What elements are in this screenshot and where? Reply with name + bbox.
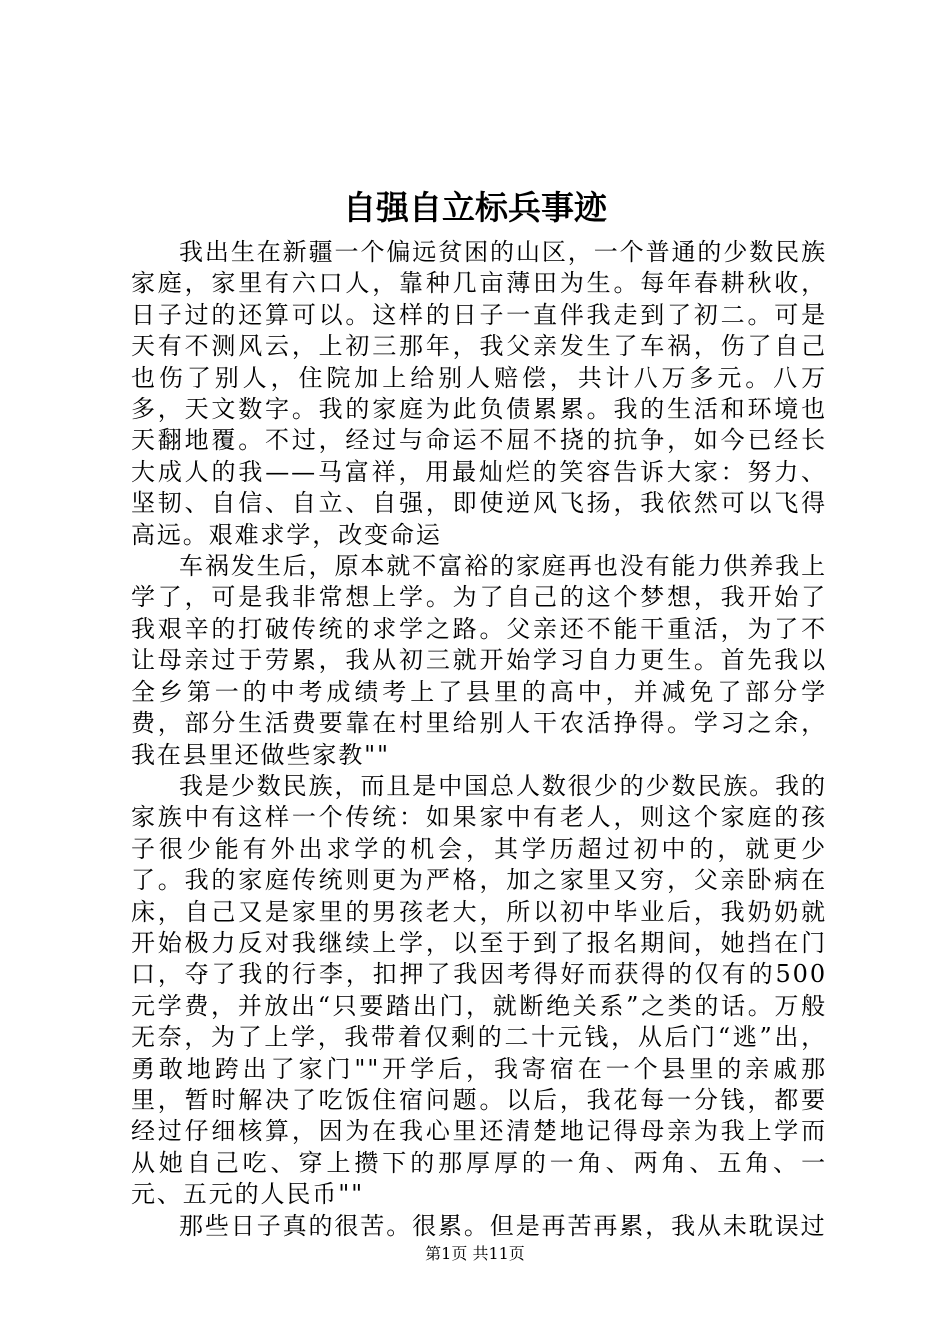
- paragraph-3: 我是少数民族，而且是中国总人数很少的少数民族。我的家族中有这样一个传统：如果家中有老人，则这个家庭的孩子很少能有外出求学的机会，其学历超过初中的，就更少了。我的家庭传统则更为严格，加之家里又穷，父亲卧病在床，自己又是家里的男孩老大，所以初中毕业后，我奶奶就开始极力反对我继续上学，以至于到了报名期间，她挡在门口，夺了我的行李，扣押了我因考得好而获得的仅有的500元学费，并放出“只要踏出门，就断绝关系”之类的话。万般无奈，为了上学，我带着仅剩的二十元钱，从后门“逃”出，勇敢地跨出了家门""开学后，我寄宿在一个县里的亲戚那里，暂时解决了吃饭住宿问题。以后，我花每一分钱，都要经过仔细核算，因为在我心里还清楚地记得母亲为我上学而从她自己吃、穿上攒下的那厚厚的一角、两角、五角、一元、五元的人民币"": [131, 771, 827, 1209]
- paragraph-2: 车祸发生后，原本就不富裕的家庭再也没有能力供养我上学了，可是我非常想上学。为了自己的这个梦想，我开始了我艰辛的打破传统的求学之路。父亲还不能干重活，为了不让母亲过于劳累，我从初三就开始学习自力更生。首先我以全乡第一的中考成绩考上了县里的高中，并减免了部分学费，部分生活费要靠在村里给别人干农活挣得。学习之余，我在县里还做些家教"": [131, 552, 827, 769]
- document-body: [131, 237, 827, 1242]
- document-title: 自强自立标兵事迹: [343, 188, 607, 227]
- paragraph-1: 我出生在新疆一个偏远贫困的山区，一个普通的少数民族家庭，家里有六口人，靠种几亩薄田为生。每年春耕秋收，日子过的还算可以。这样的日子一直伴我走到了初二。可是天有不测风云，上初三那年，我父亲发生了车祸，伤了自己也伤了别人，住院加上给别人赔偿，共计八万多元。八万多，天文数字。我的家庭为此负债累累。我的生活和环境也天翻地覆。不过，经过与命运不屈不挠的抗争，如今已经长大成人的我——马富祥，用最灿烂的笑容告诉大家：努力、坚韧、自信、自立、自强，即使逆风飞扬，我依然可以飞得高远。艰难求学，改变命运: [131, 238, 827, 549]
- paragraph-4: 那些日子真的很苦。很累。但是再苦再累，我从未耽误过: [179, 1211, 827, 1240]
- page-footer: 第1页 共11页: [425, 1244, 525, 1263]
